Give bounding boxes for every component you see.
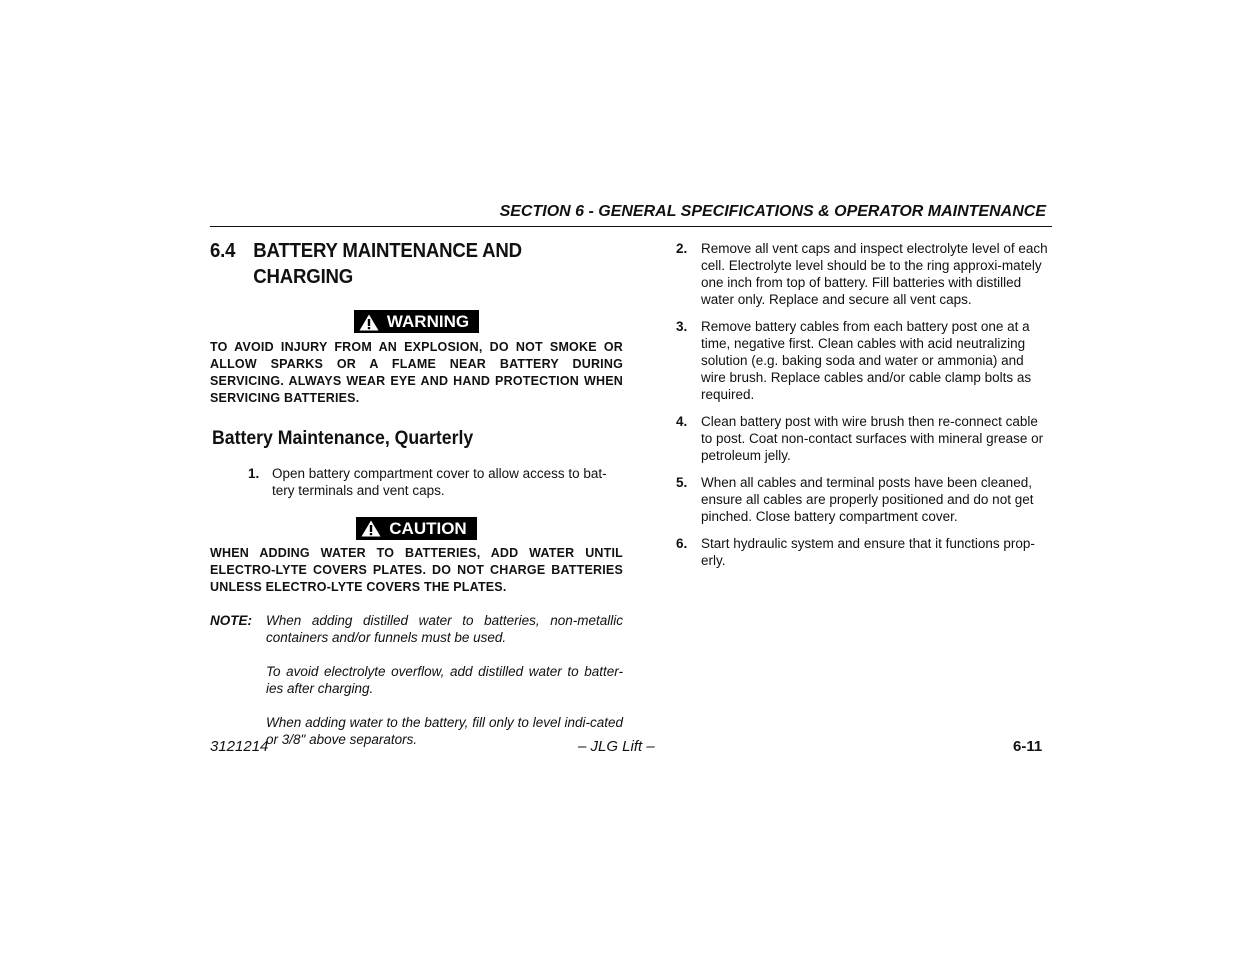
- page-number: 6-11: [1013, 738, 1043, 755]
- step-text: Start hydraulic system and ensure that it functions prop-erly.: [701, 536, 1035, 568]
- step-item: [676, 413, 1052, 464]
- header-rule: [210, 226, 1052, 227]
- section-number: 6.4: [210, 240, 236, 262]
- footer-center: – JLG Lift –: [578, 738, 655, 755]
- section-title: BATTERY MAINTENANCE AND CHARGING: [253, 240, 522, 288]
- right-column: [676, 240, 1052, 579]
- step-item: [676, 474, 1052, 525]
- step-number: 3.: [676, 319, 688, 334]
- warning-triangle-icon: [359, 314, 379, 331]
- caution-text: WHEN ADDING WATER TO BATTERIES, ADD WATER UNTIL ELECTRO-LYTE COVERS PLATES. DO NOT CHARGE BATTERIES UNLESS ELECTRO-LYTE COVERS THE PLATES.: [210, 546, 623, 594]
- warning-badge-wrap: [210, 310, 623, 336]
- note-paragraph: When adding distilled water to batteries, non-metallic containers and/or funnels must be used.: [266, 613, 623, 645]
- caution-badge-wrap: [210, 517, 623, 543]
- note-paragraph: When adding water to the battery, fill only to level indi-cated or 3/8" above separators.: [266, 715, 623, 747]
- step-number: 1.: [248, 465, 260, 481]
- caution-triangle-icon: [361, 520, 381, 537]
- step-number: 2.: [676, 241, 688, 256]
- left-column: [210, 238, 623, 765]
- warning-label: WARNING: [386, 312, 470, 331]
- section-heading: [210, 238, 594, 290]
- step-number: 6.: [676, 536, 688, 551]
- caution-badge: [356, 517, 476, 540]
- note-block: [210, 612, 623, 765]
- note-paragraphs: [266, 612, 623, 765]
- step-item: [248, 465, 623, 499]
- step-text: Open battery compartment cover to allow access to bat-tery terminals and vent caps.: [272, 465, 607, 498]
- step-item: [676, 240, 1052, 308]
- subsection-title: Battery Maintenance, Quarterly: [212, 427, 474, 449]
- running-head: SECTION 6 - GENERAL SPECIFICATIONS & OPERATOR MAINTENANCE: [499, 203, 1046, 220]
- step-item: [676, 318, 1052, 403]
- caution-label: CAUTION: [389, 518, 467, 538]
- step-text: Remove all vent caps and inspect electrolyte level of each cell. Electrolyte level should be to the ring approxi-mately one inch from top of battery. Fill batteries with distilled water only. Replace and secure all vent caps.: [701, 241, 1048, 307]
- note-paragraph: To avoid electrolyte overflow, add distilled water to batter-ies after charging.: [266, 664, 623, 696]
- step-item: [676, 535, 1052, 569]
- warning-badge: [354, 310, 479, 333]
- step-text: When all cables and terminal posts have been cleaned, ensure all cables are properly positioned and do not get pinched. Close battery compartment cover.: [701, 475, 1034, 524]
- step-number: 5.: [676, 475, 688, 490]
- step-text: Remove battery cables from each battery post one at a time, negative first. Clean cables with acid neutralizing solution (e.g. baking soda and water or ammonia) and wire brush. Replace cables and/or cable clamp bolts as required.: [701, 319, 1032, 402]
- note-label: NOTE:: [210, 613, 252, 628]
- step-number: 4.: [676, 414, 688, 429]
- warning-text: TO AVOID INJURY FROM AN EXPLOSION, DO NOT SMOKE OR ALLOW SPARKS OR A FLAME NEAR BATTERY DURING SERVICING. ALWAYS WEAR EYE AND HAND PROTECTION WHEN SERVICING BATTERIES.: [210, 339, 623, 405]
- footer-doc-number: 3121214: [210, 738, 269, 755]
- step-text: Clean battery post with wire brush then re-connect cable to post. Coat non-contact surfaces with mineral grease or petroleum jelly.: [701, 414, 1044, 463]
